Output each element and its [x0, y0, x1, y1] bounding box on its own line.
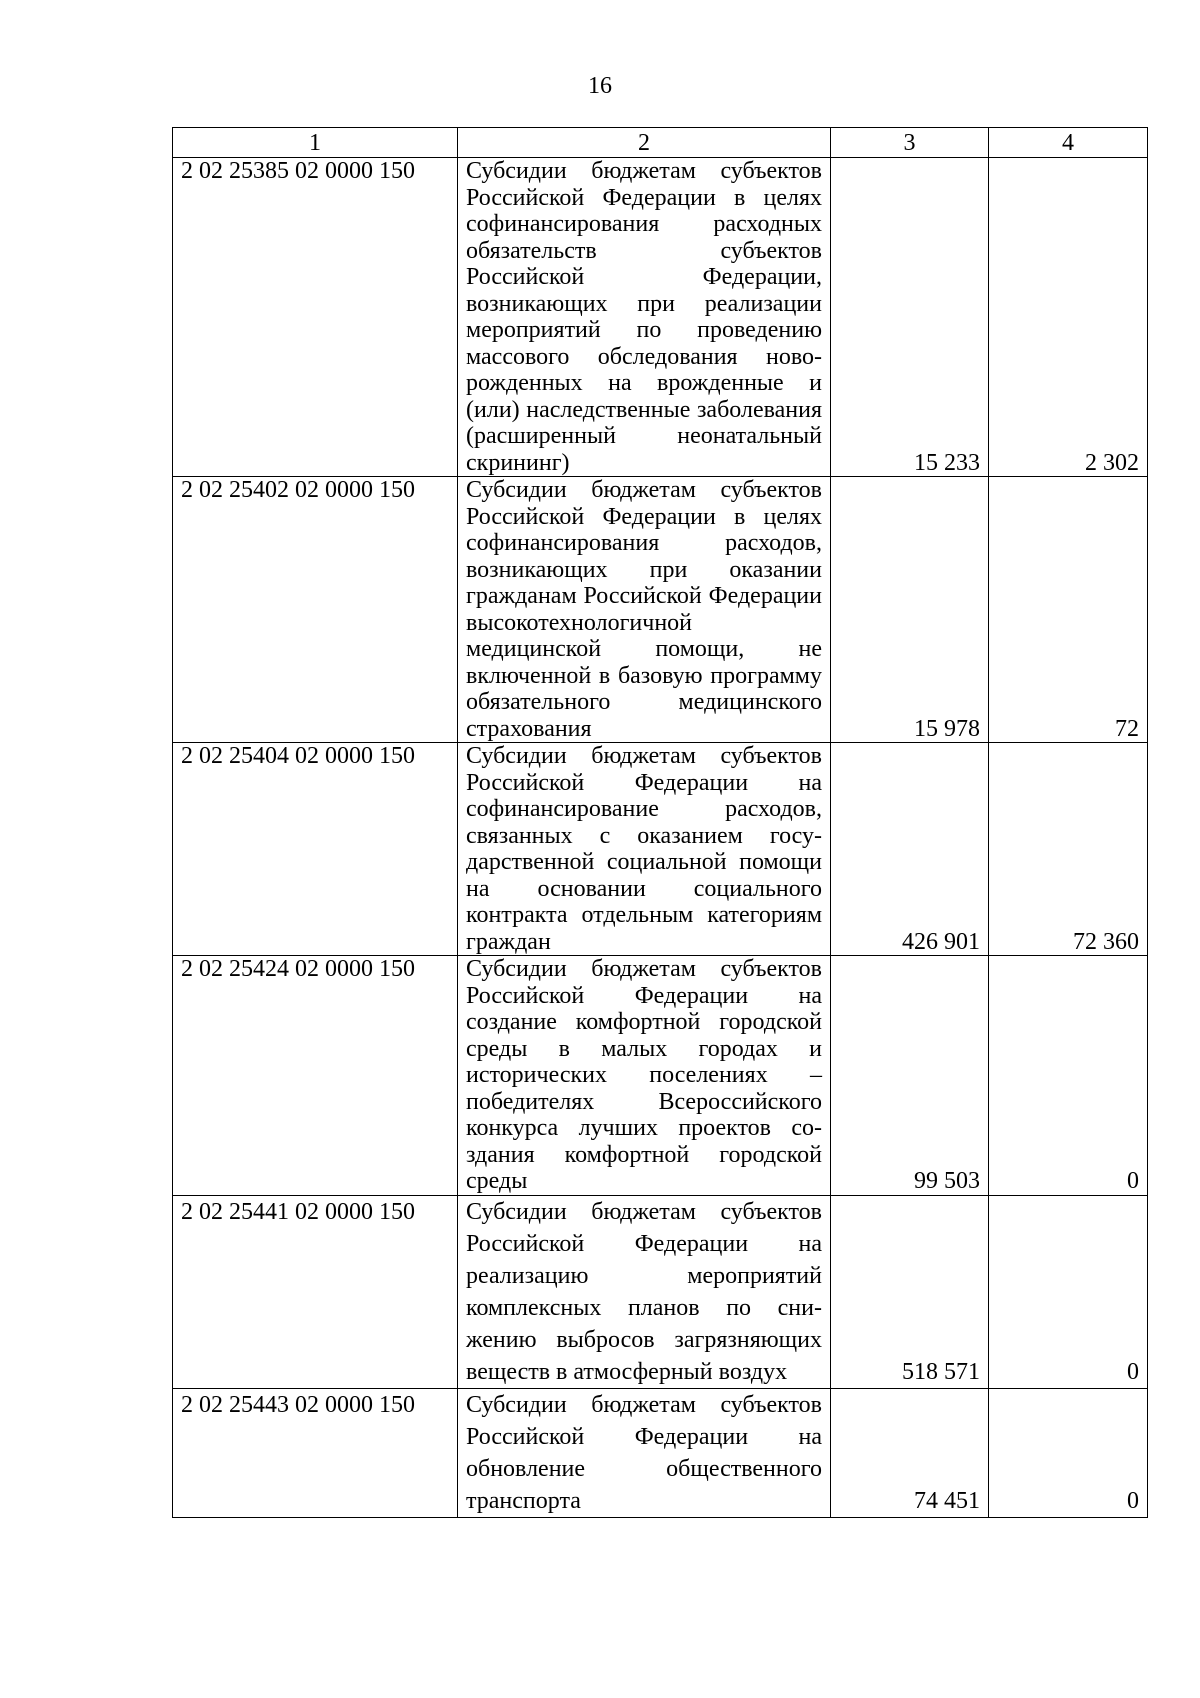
row-description: Субсидии бюджетам субъектов Российской Федерации в целях софинансирования расходных обязательств субъектов Российской Федерации, возникающих при реализации мероприятий по проведению массового обследования новорожденных на врожденные и (или) наследственные заболевания (расширенный неонатальный скрининг)	[458, 158, 831, 477]
table-row	[173, 1388, 1148, 1517]
budget-code: 2 02 25404 02 0000 150	[173, 743, 458, 956]
row-description: Субсидии бюджетам субъектов Российской Федерации в целях софинансирования расходов, возникающих при оказании гражданам Российской Федерации высокотехнологичной медицинской помощи, не включенной в базовую программу обязательного медицинского страхования	[458, 477, 831, 743]
header-col-3: 3	[831, 128, 989, 158]
row-description: Субсидии бюджетам субъектов Российской Федерации на реализацию мероприятий комплексных планов по снижению выбросов загрязняющих веществ в атмосферный воздух	[458, 1195, 831, 1388]
value-col-4: 0	[989, 1388, 1148, 1517]
budget-code: 2 02 25441 02 0000 150	[173, 1195, 458, 1388]
budget-code: 2 02 25385 02 0000 150	[173, 158, 458, 477]
value-col-4: 72 360	[989, 743, 1148, 956]
value-col-4: 0	[989, 956, 1148, 1196]
table-row	[173, 956, 1148, 1196]
value-col-3: 15 978	[831, 477, 989, 743]
budget-code: 2 02 25424 02 0000 150	[173, 956, 458, 1196]
value-col-4: 2 302	[989, 158, 1148, 477]
header-col-4: 4	[989, 128, 1148, 158]
value-col-4: 72	[989, 477, 1148, 743]
table-row	[173, 158, 1148, 477]
row-description: Субсидии бюджетам субъектов Российской Федерации на создание комфортной городской среды в малых городах и исторических поселениях – победителях Всероссийского конкурса лучших проектов создания комфортной городской среды	[458, 956, 831, 1196]
table-row	[173, 1195, 1148, 1388]
value-col-3: 99 503	[831, 956, 989, 1196]
value-col-3: 15 233	[831, 158, 989, 477]
table-row	[173, 477, 1148, 743]
row-description: Субсидии бюджетам субъектов Российской Федерации на обновление общественного транспорта	[458, 1388, 831, 1517]
budget-table	[172, 127, 1148, 1518]
table-header	[173, 128, 1148, 158]
header-col-2: 2	[458, 128, 831, 158]
budget-code: 2 02 25402 02 0000 150	[173, 477, 458, 743]
header-col-1: 1	[173, 128, 458, 158]
table-row	[173, 743, 1148, 956]
value-col-3: 74 451	[831, 1388, 989, 1517]
value-col-3: 426 901	[831, 743, 989, 956]
budget-code: 2 02 25443 02 0000 150	[173, 1388, 458, 1517]
value-col-4: 0	[989, 1195, 1148, 1388]
row-description: Субсидии бюджетам субъектов Российской Федерации на софинансирование расходов, связанных с оказанием государственной социальной помощи на основании социального контракта отдельным категориям граждан	[458, 743, 831, 956]
value-col-3: 518 571	[831, 1195, 989, 1388]
page-number: 16	[588, 73, 612, 99]
header-row	[173, 128, 1148, 158]
table-body	[173, 158, 1148, 1518]
